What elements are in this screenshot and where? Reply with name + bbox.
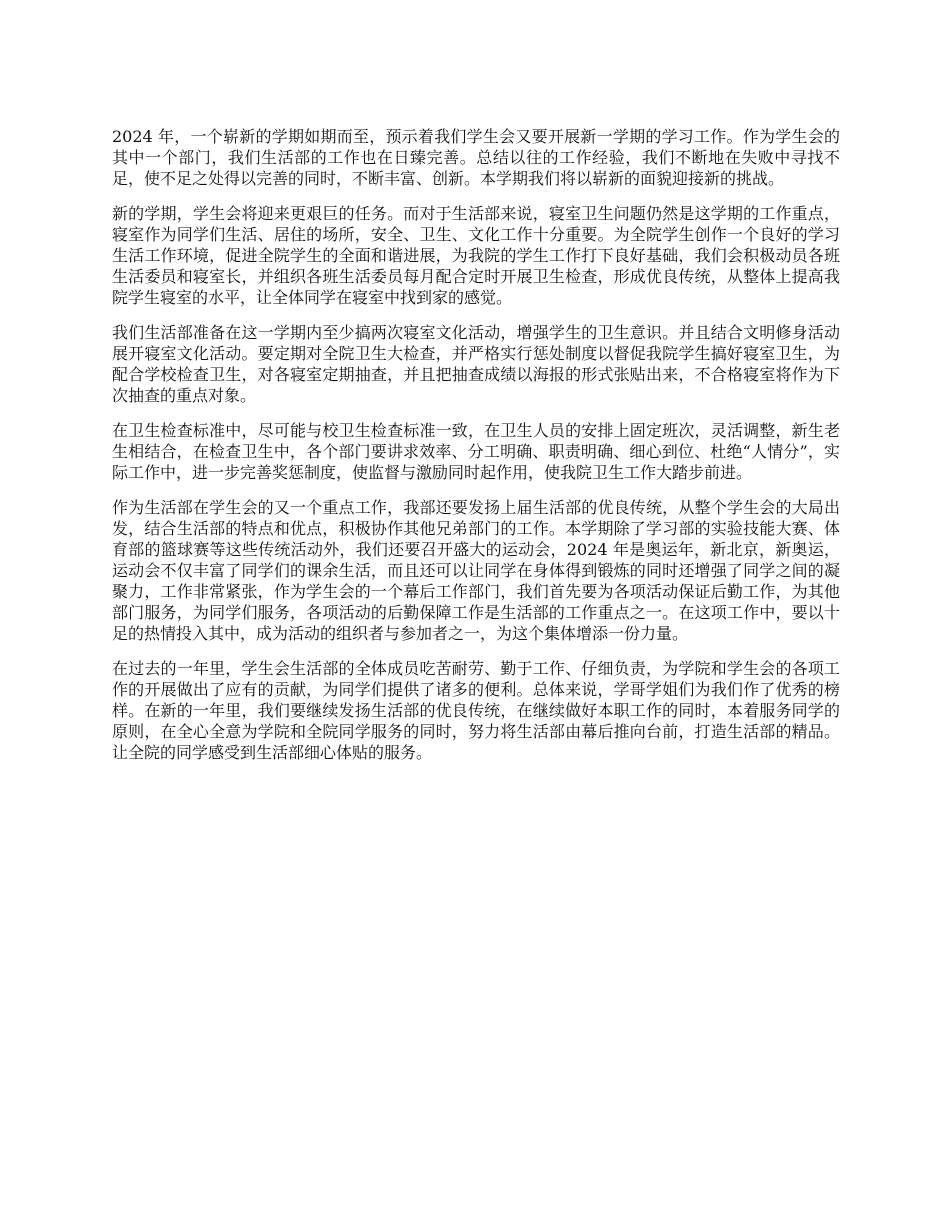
- paragraph: 2024 年，一个崭新的学期如期而至，预示着我们学生会又要开展新一学期的学习工作。作为学生会的其中一个部门，我们生活部的工作也在日臻完善。总结以往的工作经验，我们不断地在失败中寻找不足，使不足之处得以完善的同时，不断丰富、创新。本学期我们将以崭新的面貌迎接新的挑战。: [112, 127, 840, 188]
- document-body: [112, 126, 840, 777]
- paragraph: 在卫生检查标准中，尽可能与校卫生检查标准一致，在卫生人员的安排上固定班次，灵活调整，新生老生相结合，在检查卫生中，各个部门要讲求效率、分工明确、职责明确、细心到位、杜绝“人情分”，实际工作中，进一步完善奖惩制度，使监督与激励同时起作用，使我院卫生工作大踏步前进。: [112, 421, 840, 482]
- paragraph: 作为生活部在学生会的又一个重点工作，我部还要发扬上届生活部的优良传统，从整个学生会的大局出发，结合生活部的特点和优点，积极协作其他兄弟部门的工作。本学期除了学习部的实验技能大赛、体育部的篮球赛等这些传统活动外，我们还要召开盛大的运动会，2024 年是奥运年，新北京，新奥运，运动会不仅丰富了同学们的课余生活，而且还可以让同学在身体得到锻炼的同时还增强了同学之间的凝聚力，工作非常紧张，作为学生会的一个幕后工作部门，我们首先要为各项活动保证后勤工作，为其他部门服务，为同学们服务，各项活动的后勤保障工作是生活部的工作重点之一。在这项工作中，要以十足的热情投入其中，成为活动的组织者与参加者之一，为这个集体增添一份力量。: [112, 498, 840, 643]
- paragraph: 在过去的一年里，学生会生活部的全体成员吃苦耐劳、勤于工作、仔细负责，为学院和学生会的各项工作的开展做出了应有的贡献，为同学们提供了诸多的便利。总体来说，学哥学姐们为我们作了优秀的榜样。在新的一年里，我们要继续发扬生活部的优良传统，在继续做好本职工作的同时，本着服务同学的原则，在全心全意为学院和全院同学服务的同时，努力将生活部由幕后推向台前，打造生活部的精品。让全院的同学感受到生活部细心体贴的服务。: [112, 659, 840, 762]
- paragraph: 新的学期，学生会将迎来更艰巨的任务。而对于生活部来说，寝室卫生问题仍然是这学期的工作重点，寝室作为同学们生活、居住的场所，安全、卫生、文化工作十分重要。为全院学生创作一个良好的学习生活工作环境，促进全院学生的全面和谐进展，为我院的学生工作打下良好基础，我们会积极动员各班生活委员和寝室长，并组织各班生活委员每月配合定时开展卫生检查，形成优良传统，从整体上提高我院学生寝室的水平，让全体同学在寝室中找到家的感觉。: [112, 204, 840, 307]
- paragraph: 我们生活部准备在这一学期内至少搞两次寝室文化活动，增强学生的卫生意识。并且结合文明修身活动展开寝室文化活动。要定期对全院卫生大检查，并严格实行惩处制度以督促我院学生搞好寝室卫生，为配合学校检查卫生，对各寝室定期抽查，并且把抽查成绩以海报的形式张贴出来，不合格寝室将作为下次抽查的重点对象。: [112, 323, 840, 405]
